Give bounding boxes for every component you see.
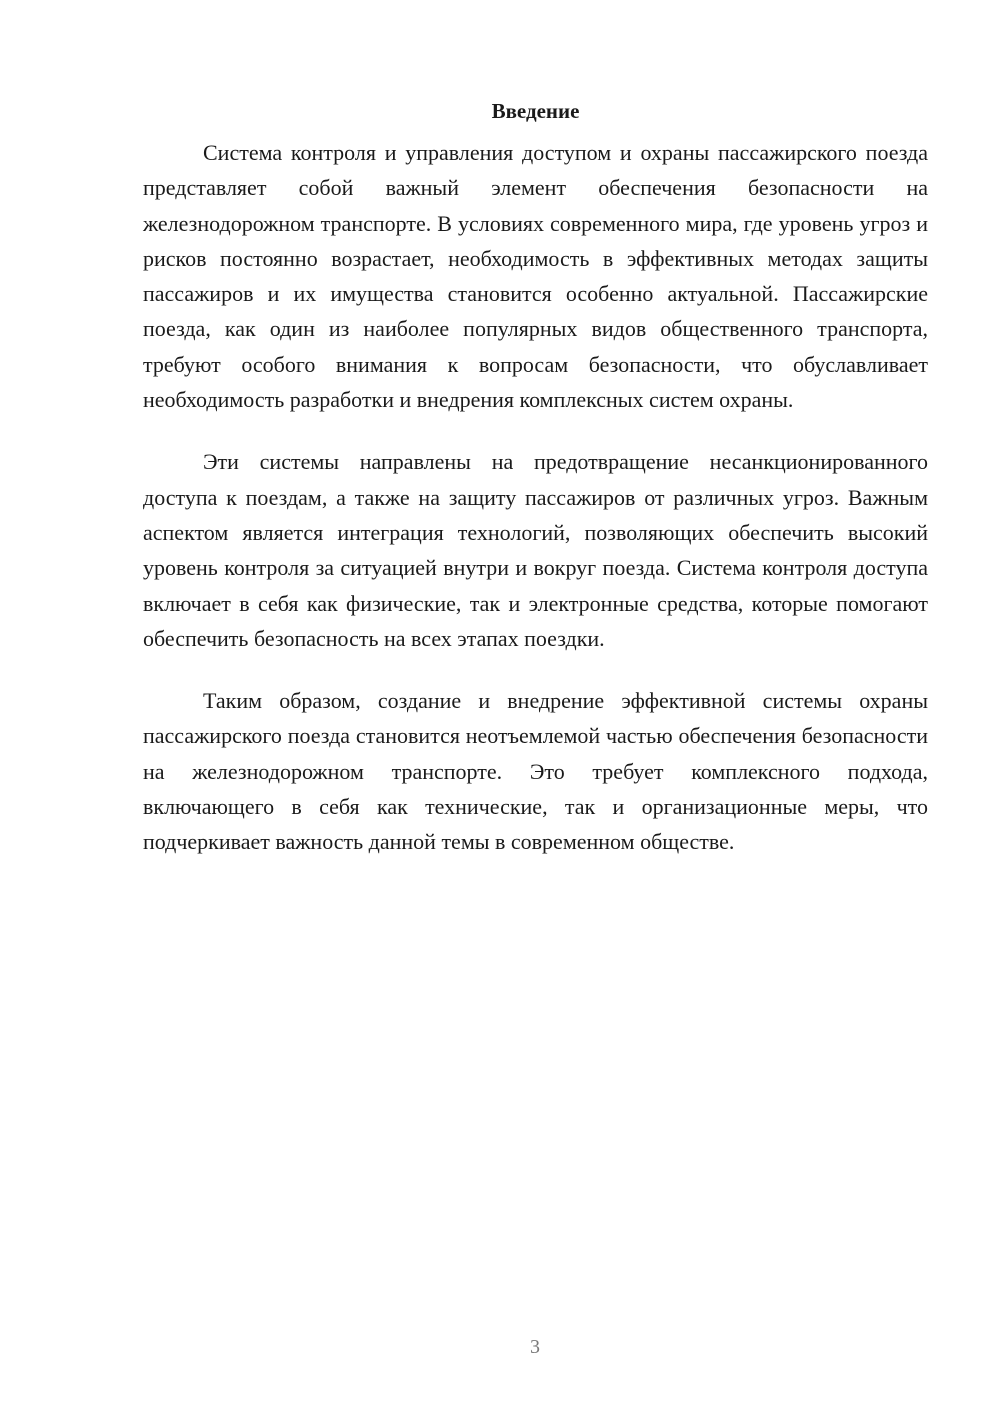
paragraph-1: Система контроля и управления доступом и охраны пассажирского поезда представляет собой важный элемент обеспечения безопасности на железнодорожном транспорте. В условиях современного мира, где уровень угроз и рисков постоянно возрастает, необходимость в эффективных методах защиты пассажиров и их имущества становится особенно актуальной. Пассажирские поезда, как один из наиболее популярных видов общественного транспорта, требуют особого внимания к вопросам безопасности, что обуславливает необходимость разработки и внедрения комплексных систем охраны.: [143, 140, 928, 413]
page-content: [143, 96, 928, 860]
paragraph-2: Эти системы направлены на предотвращение несанкционированного доступа к поездам, а также на защиту пассажиров от различных угроз. Важным аспектом является интеграция технологий, позволяющих обеспечить высокий уровень контроля за ситуацией внутри и вокруг поезда. Система контроля доступа включает в себя как физические, так и электронные средства, которые помогают обеспечить безопасность на всех этапах поездки.: [143, 449, 928, 651]
page-number: 3: [530, 1336, 540, 1358]
paragraph-3: Таким образом, создание и внедрение эффективной системы охраны пассажирского поезда становится неотъемлемой частью обеспечения безопасности на железнодорожном транспорте. Это требует комплексного подхода, включающего в себя как технические, так и организационные меры, что подчеркивает важность данной темы в современном обществе.: [143, 688, 928, 855]
section-title: Введение: [491, 99, 580, 123]
